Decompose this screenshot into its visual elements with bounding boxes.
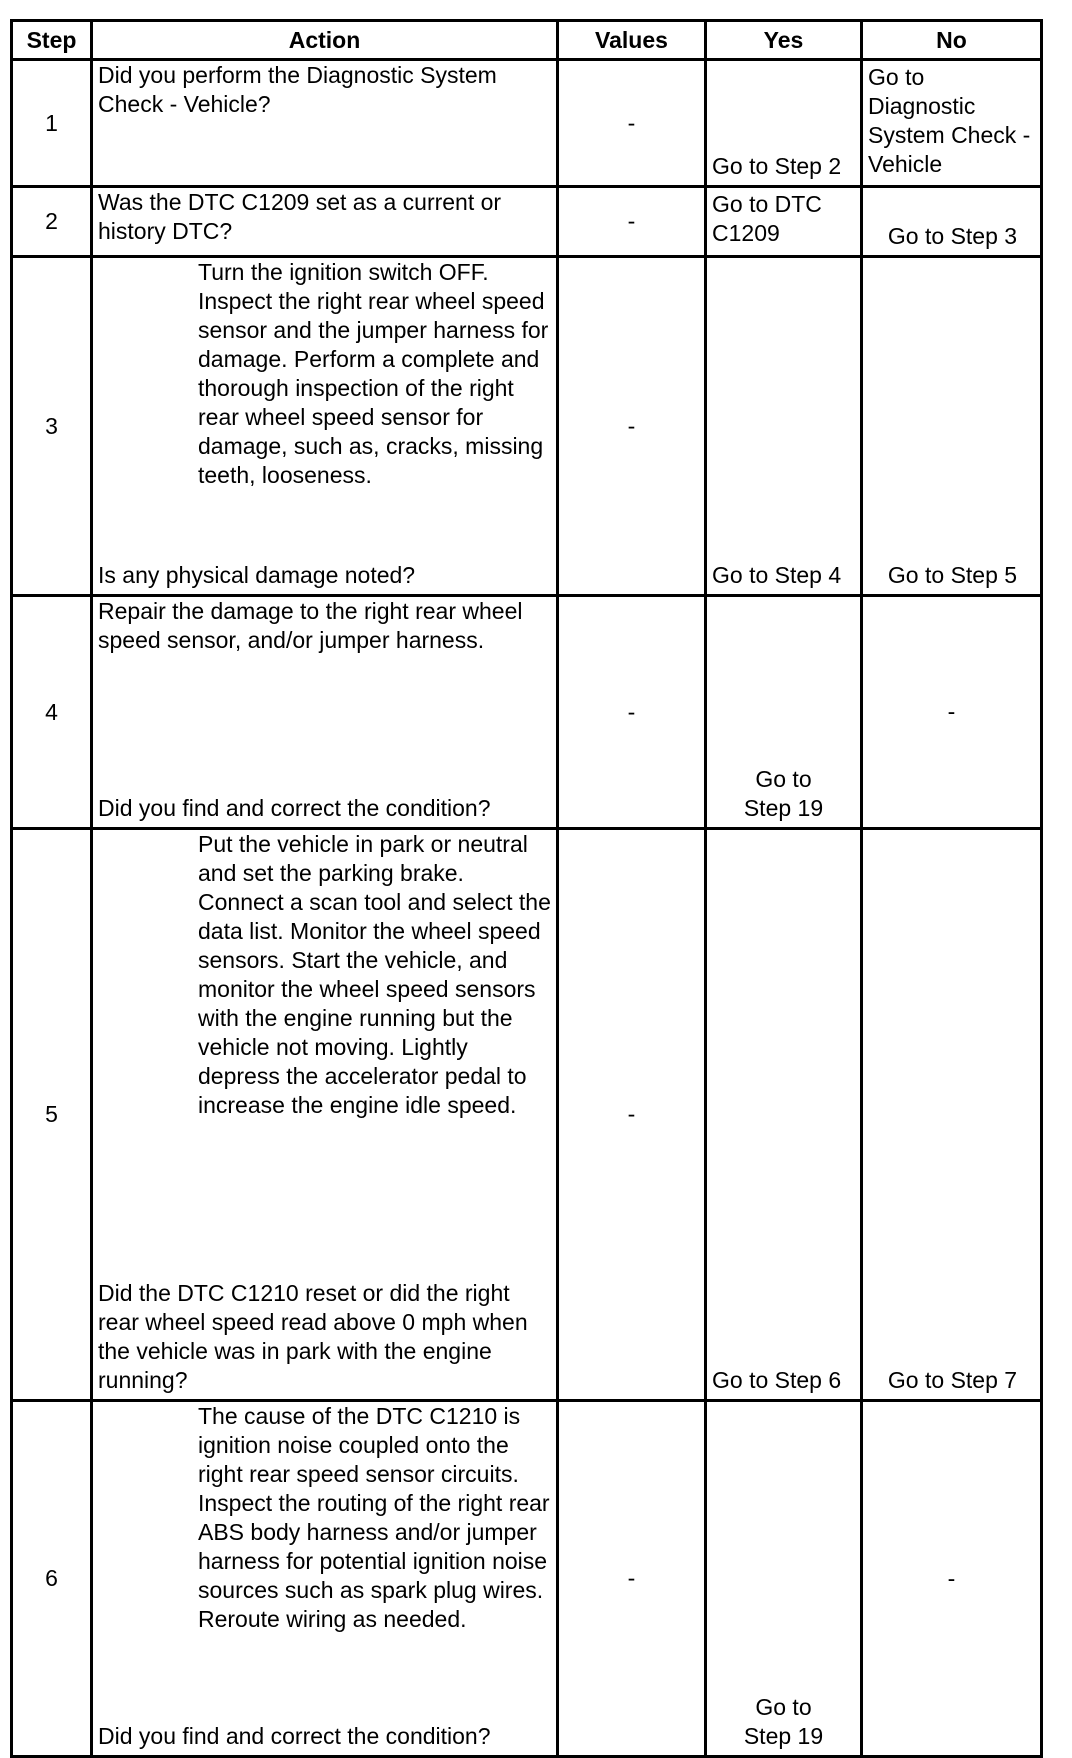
values-cell: - xyxy=(558,60,706,187)
action-text: Was the DTC C1209 set as a current or history DTC? xyxy=(98,189,502,244)
no-outcome: Go to Step 7 xyxy=(887,1367,1018,1393)
step-number: 1 xyxy=(12,60,92,187)
header-action: Action xyxy=(92,21,558,60)
action-steps: The cause of the DTC C1210 is ignition noise coupled onto the right rear speed sensor circuits. Inspect the routing of the right rear ABS body harness and/or jumper harness for potential ignition noise sources such as spark plug wires. Reroute wiring as needed. xyxy=(198,1403,550,1632)
yes-outcome: Go to Step 19 xyxy=(743,766,824,821)
action-cell xyxy=(92,829,558,1401)
action-cell xyxy=(92,596,558,829)
no-cell xyxy=(862,1401,1042,1757)
action-text: Did you perform the Diagnostic System Check - Vehicle? xyxy=(98,62,497,117)
header-step: Step xyxy=(12,21,92,60)
yes-cell xyxy=(706,187,862,257)
no-cell xyxy=(862,187,1042,257)
yes-outcome: Go to Step 4 xyxy=(712,562,842,588)
values-cell: - xyxy=(558,829,706,1401)
values-cell: - xyxy=(558,1401,706,1757)
step-number: 3 xyxy=(12,257,92,596)
no-outcome: - xyxy=(947,698,956,725)
action-cell xyxy=(92,1401,558,1757)
table-row xyxy=(12,596,1042,829)
yes-cell xyxy=(706,1401,862,1757)
yes-cell xyxy=(706,829,862,1401)
no-outcome: Go to Diagnostic System Check - Vehicle xyxy=(868,64,1031,177)
values-cell: - xyxy=(558,596,706,829)
no-outcome: Go to Step 5 xyxy=(887,562,1018,588)
yes-outcome: Go to Step 6 xyxy=(712,1367,842,1393)
table-row xyxy=(12,60,1042,187)
no-outcome: Go to Step 3 xyxy=(887,223,1018,249)
table-row xyxy=(12,257,1042,596)
values-cell: - xyxy=(558,257,706,596)
yes-outcome: Go to DTC C1209 xyxy=(712,191,822,246)
action-question: Did you find and correct the condition? xyxy=(98,795,491,821)
action-steps: Turn the ignition switch OFF. Inspect the right rear wheel speed sensor and the jumper harness for damage. Perform a complete and thorough inspection of the right rear wheel speed sensor for damage, such as, cracks, missing teeth, looseness. xyxy=(198,259,549,488)
action-question: Did you find and correct the condition? xyxy=(98,1723,491,1749)
yes-cell xyxy=(706,60,862,187)
header-values: Values xyxy=(558,21,706,60)
action-steps: Put the vehicle in park or neutral and set the parking brake. Connect a scan tool and select the data list. Monitor the wheel speed sensors. Start the vehicle, and monitor the wheel speed sensors with the engine running but the vehicle not moving. Lightly depress the accelerator pedal to increase the engine idle speed. xyxy=(198,831,551,1118)
yes-cell xyxy=(706,596,862,829)
yes-outcome: Go to Step 19 xyxy=(743,1694,824,1749)
table-row xyxy=(12,829,1042,1401)
yes-outcome: Go to Step 2 xyxy=(712,153,842,179)
no-cell xyxy=(862,596,1042,829)
no-cell xyxy=(862,60,1042,187)
values-cell: - xyxy=(558,187,706,257)
step-number: 4 xyxy=(12,596,92,829)
step-number: 2 xyxy=(12,187,92,257)
header-yes: Yes xyxy=(706,21,862,60)
table-row xyxy=(12,1401,1042,1757)
action-cell xyxy=(92,257,558,596)
yes-cell xyxy=(706,257,862,596)
header-no: No xyxy=(862,21,1042,60)
no-outcome: - xyxy=(947,1565,956,1591)
no-cell xyxy=(862,829,1042,1401)
header-row xyxy=(12,21,1042,60)
action-cell xyxy=(92,60,558,187)
action-question: Is any physical damage noted? xyxy=(98,562,416,588)
action-question: Did the DTC C1210 reset or did the right rear wheel speed read above 0 mph when the vehicle was in park with the engine running? xyxy=(98,1280,528,1393)
step-number: 6 xyxy=(12,1401,92,1757)
diagnostic-table xyxy=(10,19,1043,1758)
action-cell xyxy=(92,187,558,257)
step-number: 5 xyxy=(12,829,92,1401)
no-cell xyxy=(862,257,1042,596)
action-text: Repair the damage to the right rear wheel speed sensor, and/or jumper harness. xyxy=(98,598,523,653)
table-row xyxy=(12,187,1042,257)
